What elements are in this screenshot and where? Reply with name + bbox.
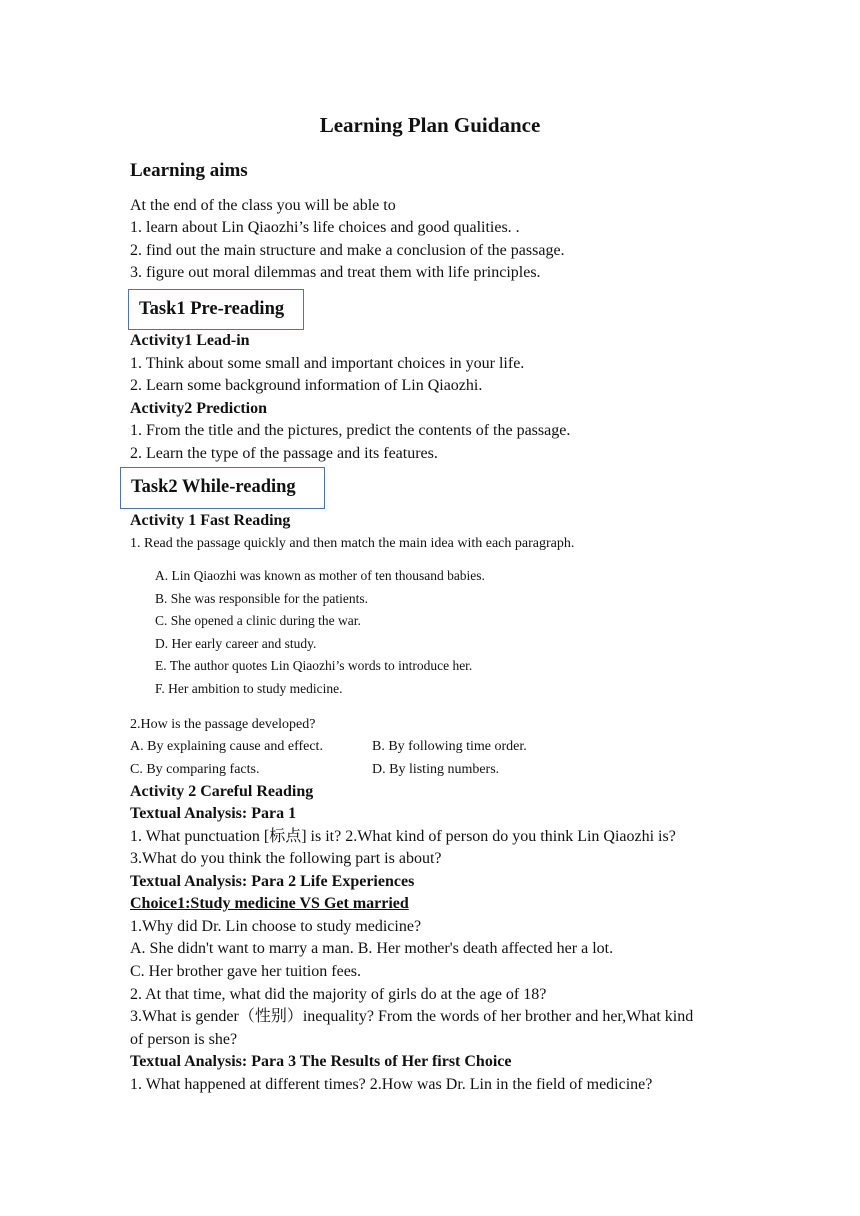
fast-reading-question-2: 2.How is the passage developed? — [130, 717, 316, 732]
task1-label-box — [128, 289, 304, 330]
fast-reading-question-1: 1. Read the passage quickly and then match the main idea with each paragraph. — [130, 536, 575, 551]
match-option: B. She was responsible for the patients. — [155, 591, 368, 606]
question-2-option-row — [130, 736, 527, 758]
task2-activity2-title: Activity 2 Careful Reading — [130, 783, 314, 800]
match-option: D. Her early career and study. — [155, 636, 317, 651]
para1-line: 3.What do you think the following part is about? — [130, 850, 442, 867]
task1-label: Task1 Pre-reading — [139, 299, 285, 319]
learning-aim-item: 2. find out the main structure and make a conclusion of the passage. — [130, 242, 565, 259]
task2-label-box — [120, 467, 325, 509]
para2-heading: Textual Analysis: Para 2 Life Experiences — [130, 873, 415, 890]
task2-activity1-title: Activity 1 Fast Reading — [130, 512, 291, 529]
task1-activity2-item: 2. Learn the type of the passage and its features. — [130, 445, 438, 462]
para2-choice-heading: Choice1:Study medicine VS Get married — [130, 895, 409, 912]
para1-line: 1. What punctuation [标点] is it? 2.What kind of person do you think Lin Qiaozhi is? — [130, 828, 676, 845]
question-2-option: D. By listing numbers. — [372, 762, 500, 777]
learning-aims-intro: At the end of the class you will be able to — [130, 197, 396, 214]
learning-aim-item: 1. learn about Lin Qiaozhi’s life choices and good qualities. . — [130, 219, 520, 236]
page-title: Learning Plan Guidance — [319, 113, 541, 137]
question-2-option: B. By following time order. — [372, 739, 527, 754]
para2-line: 1.Why did Dr. Lin choose to study medicine? — [130, 918, 422, 935]
task1-activity2-title: Activity2 Prediction — [130, 400, 268, 417]
para2-line: 2. At that time, what did the majority of girls do at the age of 18? — [130, 986, 547, 1003]
task1-activity1-item: 1. Think about some small and important choices in your life. — [130, 355, 525, 372]
task1-activity1-item: 2. Learn some background information of Lin Qiaozhi. — [130, 377, 483, 394]
learning-aims-heading: Learning aims — [130, 160, 248, 181]
match-option: F. Her ambition to study medicine. — [155, 681, 343, 696]
task2-label: Task2 While-reading — [131, 477, 296, 497]
para2-line: C. Her brother gave her tuition fees. — [130, 963, 362, 980]
para1-heading: Textual Analysis: Para 1 — [130, 805, 297, 822]
learning-aim-item: 3. figure out moral dilemmas and treat them with life principles. — [130, 264, 541, 281]
match-option: E. The author quotes Lin Qiaozhi’s words to introduce her. — [155, 658, 473, 673]
question-2-option-row — [130, 759, 500, 781]
para2-line: 3.What is gender（性别）inequality? From the words of her brother and her,What kind — [130, 1008, 694, 1025]
match-option: C. She opened a clinic during the war. — [155, 613, 361, 628]
para3-line: 1. What happened at different times? 2.How was Dr. Lin in the field of medicine? — [130, 1076, 653, 1093]
question-2-option: C. By comparing facts. — [130, 762, 260, 777]
task1-activity1-title: Activity1 Lead-in — [130, 332, 250, 349]
para3-heading: Textual Analysis: Para 3 The Results of Her first Choice — [130, 1053, 512, 1070]
match-option: A. Lin Qiaozhi was known as mother of ten thousand babies. — [155, 568, 485, 583]
task1-activity2-item: 1. From the title and the pictures, predict the contents of the passage. — [130, 422, 571, 439]
question-2-option: A. By explaining cause and effect. — [130, 739, 323, 754]
para2-line: A. She didn't want to marry a man. B. Her mother's death affected her a lot. — [130, 940, 614, 957]
para2-line: of person is she? — [130, 1031, 238, 1048]
